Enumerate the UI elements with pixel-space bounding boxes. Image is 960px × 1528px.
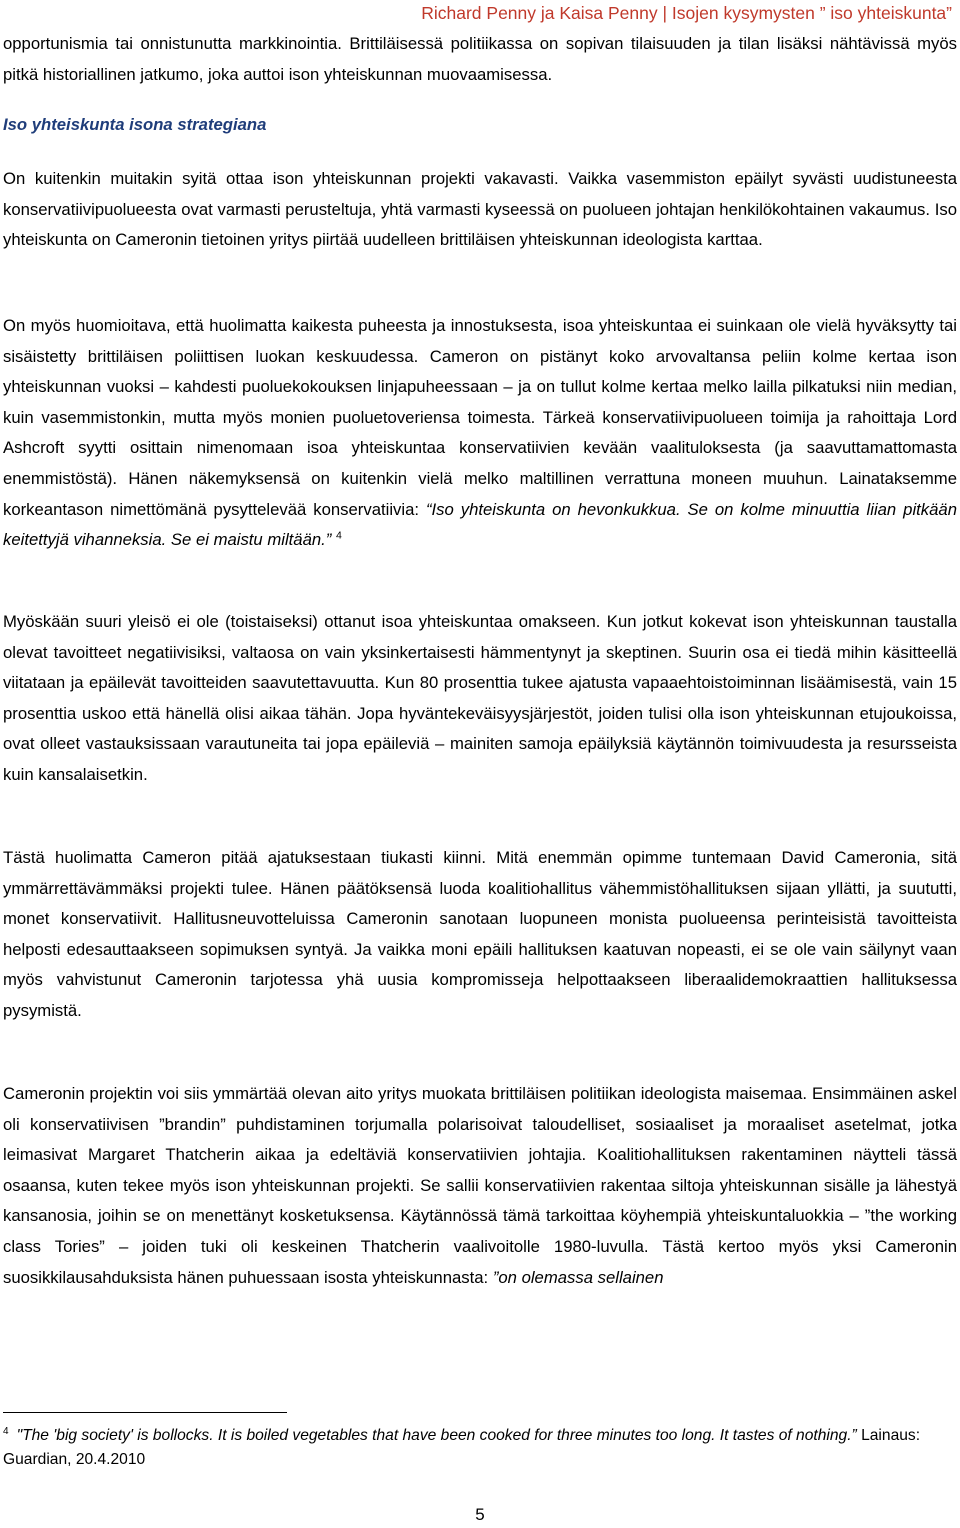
paragraph-1 <box>3 29 957 90</box>
paragraph-1-text: opportunismia tai onnistunutta markkinointia. Brittiläisessä politiikassa on sopivan tilaisuuden ja tilan lisäksi nähtävissä myös pitkä historiallinen jatkumo, joka auttoi ison yhteiskunnan muovaamisessa. <box>3 34 957 84</box>
section-heading: Iso yhteiskunta isona strategiana <box>3 115 267 134</box>
paragraph-4-text: Myöskään suuri yleisö ei ole (toistaiseksi) ottanut isoa yhteiskuntaa omakseen. Kun jotkut kokevat ison yhteiskunnan taustalla olevat tavoitteet negatiivisiksi, valtaosa on vain yksinkertaisesti hämmentynyt ja skeptinen. Suurin osa ei tiedä mihin käsitteellä viitataan ja epäilevät tavoitteiden saavutettavuutta. Kun 80 prosenttia tukee ajatusta vapaaehtoistoiminnan lisäämisestä, vain 15 prosenttia uskoo että hänellä olisi aikaa tähän. Jopa hyväntekeväisyysjärjestöt, joiden tulisi olla ison yhteiskunnan etujoukoissa, ovat olleet vastauksissaan varautuneita tai jopa epäileviä – mainiten samoja epäilyksiä käytännön toimivuudesta ja resursseista kuin kansalaisetkin. <box>3 612 957 784</box>
paragraph-2 <box>3 164 957 256</box>
paragraph-5-text: Tästä huolimatta Cameron pitää ajatuksestaan tiukasti kiinni. Mitä enemmän opimme tuntemaan David Cameronia, sitä ymmärrettävämmäksi projekti tulee. Hänen päätöksensä luoda koalitiohallitus vähemmistöhallituksen sijaan yllätti, ja suututti, monet konservatiivit. Hallitusneuvotteluissa Cameronin sanotaan luopuneen monista puolueensa perinteisistä tavoitteista helposti edesauttaakseen sopimuksen syntyä. Ja vaikka moni epäili hallituksen kaatuvan nopeasti, ei se ole vain säilynyt vaan myös vahvistunut Cameronin tarjotessa yhä uusia kompromisseja helpottaakseen liberaalidemokraattien hallituksessa pysymistä. <box>3 848 957 1020</box>
paragraph-3-text <box>3 311 957 556</box>
page-number: 5 <box>475 1505 485 1524</box>
conservative-quote: “Iso yhteiskunta on hevonkukkua. Se on kolme minuuttia liian pitkään keitettyjä vihanneksia. Se ei maistu miltään.” <box>3 499 957 550</box>
footnote-number: 4 <box>3 1425 9 1437</box>
footnote-reference[interactable]: 4 <box>335 529 342 542</box>
paragraph-4 <box>3 607 957 791</box>
paragraph-6-text <box>3 1079 957 1293</box>
footnote-separator <box>3 1412 287 1413</box>
paragraph-3 <box>3 311 957 556</box>
footnote <box>3 1424 943 1472</box>
footnote-quote: "The 'big society' is bollocks. It is boiled vegetables that have been cooked for three minutes too long. It tastes of nothing.” <box>16 1427 857 1444</box>
paragraph-3-main: On myös huomioitava, että huolimatta kaikesta puheesta ja innostuksesta, isoa yhteiskuntaa ei suinkaan ole vielä hyväksytty tai sisäistetty brittiläisen poliittisen luokan keskuudessa. Cameron on pistänyt koko arvovaltansa peliin kolme kertaa ison yhteiskunnan vuoksi – kahdesti puoluekokouksen linjapuheessaan – ja on tullut kolme kertaa melko lailla pilkatuksi niin median, kuin vasemmistonkin, mutta myös monien puoluetoveriensa toimesta. Tärkeä konservatiivipuolueen toimija ja rahoittaja Lord Ashcroft syytti osittain nimenomaan isoa yhteiskuntaa konservatiivien kevään vaalituloksesta (ja saavuttamattomasta enemmistöstä). Hänen näkemyksensä on kuitenkin vielä melko maltillinen verrattuna moneen muuhun. Lainataksemme korkeantason nimettömänä pysyttelevää konservatiivia: <box>3 316 957 519</box>
footnote-source: Lainaus: Guardian, 20.4.2010 <box>3 1427 921 1468</box>
paragraph-2-text: On kuitenkin muitakin syitä ottaa ison yhteiskunnan projekti vakavasti. Vaikka vasemmiston epäilyt syvästi uudistuneesta konservatiivipuolueesta ovat varmasti perusteltuja, yhtä varmasti kyseessä on puolueen johtajan henkilökohtainen vakaumus. Iso yhteiskunta on Cameronin tietoinen yritys piirtää uudelleen brittiläisen yhteiskunnan ideologista karttaa. <box>3 169 957 250</box>
paragraph-5 <box>3 843 957 1027</box>
paragraph-6 <box>3 1079 957 1293</box>
paragraph-6-main: Cameronin projektin voi siis ymmärtää olevan aito yritys muokata brittiläisen politiikan ideologista maisemaa. Ensimmäinen askel oli konservatiivisen ”brandin” puhdistaminen torjumalla polarisoivat taloudelliset, sosiaaliset ja moraaliset asetelmat, jotka leimasivat Margaret Thatcherin aikaa ja edeltäviä konservatiivien johtajia. Koalitiohallituksen rakentaminen näytteli tässä osaansa, kuten tekee myös ison yhteiskunnan projekti. Se sallii konservatiivien rakentaa siltoja yhteiskunnan sisälle ja lähestyä kansanosia, joihin se on menettänyt kosketuksensa. Käytännössä tämä tarkoittaa köyhempiä yhteiskuntaluokkia – ”the working class Tories” – joiden tuki oli keskeinen Thatcherin vaalivoitolle 1980-luvulla. Tästä kertoo myös yksi Cameronin suosikkilausahduksista hänen puhuessaan isosta yhteiskunnasta: <box>3 1084 957 1287</box>
running-header: Richard Penny ja Kaisa Penny | Isojen kysymysten ” iso yhteiskunta” <box>421 3 952 23</box>
cameron-quote: ”on olemassa sellainen <box>492 1267 664 1287</box>
